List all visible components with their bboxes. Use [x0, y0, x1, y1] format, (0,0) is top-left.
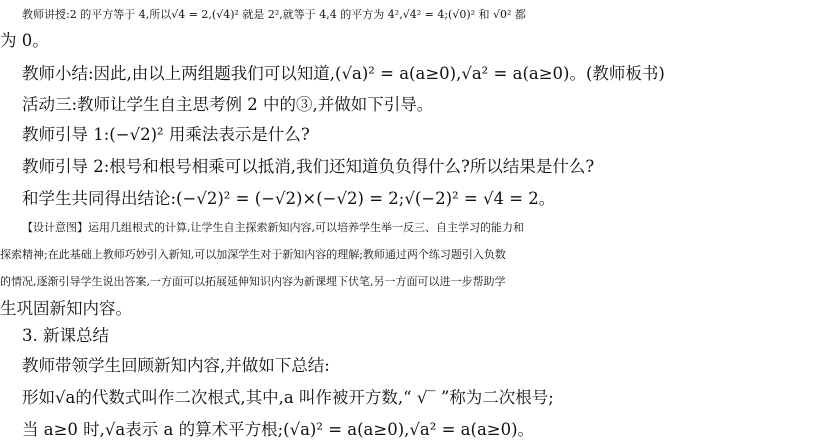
paragraph-design-intent-line3: 的情况,逐渐引导学生说出答案,一方面可以拓展延伸知识内容为新课埋下伏笔,另一方面可以进一步帮助学 [0, 275, 506, 288]
paragraph-conclusion: 和学生共同得出结论:(−√2)² = (−√2)×(−√2) = 2;√(−2)² = √4 = 2。 [22, 189, 556, 208]
paragraph-activity-three: 活动三:教师让学生自主思考例 2 中的③,并做如下引导。 [22, 95, 434, 114]
paragraph-definition: 形如√a的代数式叫作二次根式,其中,a 叫作被开方数,“ √‾ ”称为二次根号; [22, 388, 554, 407]
paragraph-guide-two: 教师引导 2:根号和根号相乘可以抵消,我们还知道负负得什么?所以结果是什么? [22, 157, 595, 176]
paragraph-review: 教师带领学生回顾新知内容,并做如下总结: [22, 356, 330, 375]
paragraph-guide-one: 教师引导 1:(−√2)² 用乘法表示是什么? [22, 125, 310, 144]
paragraph-design-intent-line4: 生巩固新知内容。 [0, 299, 132, 318]
paragraph-teacher-summary: 教师小结:因此,由以上两组题我们可以知道,(√a)² = a(a≥0),√a² = a(a≥0)。(教师板书) [22, 64, 665, 83]
paragraph-teacher-explains: 教师讲授:2 的平方等于 4,所以√4 = 2,(√4)² 就是 2²,就等于 4,4 的平方为 4²,√4² = 4;(√0)² 和 √0² 都 [22, 8, 526, 21]
paragraph-teacher-explains-cont: 为 0。 [0, 31, 49, 50]
paragraph-design-intent-line2: 探索精神;在此基础上教师巧妙引入新知,可以加深学生对于新知内容的理解;教师通过两个练习题引入负数 [0, 248, 506, 261]
paragraph-design-intent: 【设计意图】运用几组根式的计算,让学生自主探索新知内容,可以培养学生举一反三、自主学习的能力和 [22, 221, 524, 234]
paragraph-property: 当 a≥0 时,√a表示 a 的算术平方根;(√a)² = a(a≥0),√a² = a(a≥0)。 [22, 420, 535, 439]
section-heading-summary: 3. 新课总结 [22, 326, 109, 345]
